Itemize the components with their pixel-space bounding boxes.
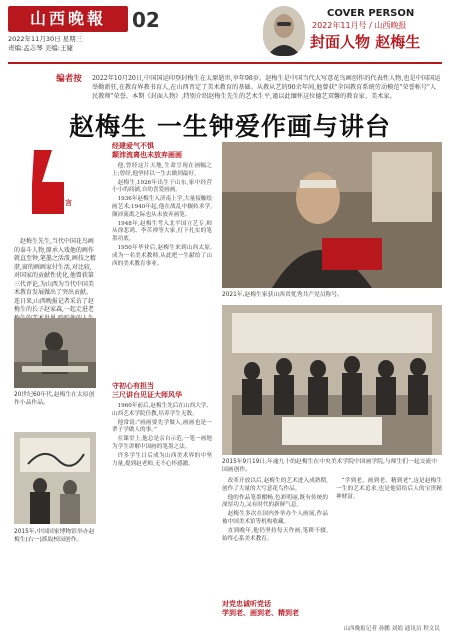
cover-person-label: COVER PERSON: [327, 8, 415, 19]
paragraph: 他的作品笔墨酣畅,色彩明丽,既有传统的深厚功力,又有时代的新鲜气息。: [222, 494, 328, 509]
issue-label: 2022年11月号 / 山西晚报: [312, 21, 407, 30]
photo-2015-museum: [14, 432, 96, 524]
masthead-logo: 山西晚報: [8, 6, 128, 32]
paragraph: 1950年毕业后,赵梅生来到山西太原,成为一名美术教师,从此把一生献给了山西的美术教育事业。: [112, 244, 212, 267]
section-2-heading: [112, 382, 212, 400]
section-2-body: [112, 403, 212, 468]
page-number: 02: [132, 8, 160, 32]
section-2-heading-line-1: 守初心有担当: [112, 382, 154, 390]
paragraph: 赵梅生多次在国内外举办个人画展,作品被中国美术馆等机构收藏。: [222, 511, 328, 525]
paragraph: 在课堂上,他总是亲自示范,一笔一画地为学生讲解中国画的笔墨之法。: [112, 436, 212, 450]
dateline: [8, 35, 82, 53]
photo-caption-2015-museum: 2015年,中国国家博物馆举办赵梅生(右一)抓取校园创作。: [14, 529, 95, 543]
portrait-photo: [263, 6, 305, 56]
headline: 赵梅生 一生钟爱作画与讲台: [69, 112, 391, 141]
section-1-heading-line-2: 颠沛流离也未放弃画画: [112, 151, 182, 159]
paragraph: 赵梅生,1926年出生于山东,家中经营小小的商铺,自幼喜爱画画。: [112, 179, 212, 194]
photo-2021-award: [222, 142, 442, 288]
dateline-editors: 责编:孟志琴 美编:王婕: [8, 44, 73, 52]
paragraph: “学到老、画到老、精到老”,这是赵梅生一生的艺术追求,也是他留给后人的宝贵精神财富。: [336, 478, 442, 500]
column-title: 封面人物 赵梅生: [310, 33, 421, 51]
intro-text: 赵梅生先生,当代中国花鸟画的泰斗人物,原承入戏他的画作就直至钟,笔墨之活泼,画技之精湛,窗的画画家付生活,对比较,对国家的贡献性优化,他曾获第三代评论,为山西为当代中国美术教育发展做出了突出贡献。连日来,山西晚报记者采访了赵梅生的长子赵家森,一起走进老: [14, 238, 96, 313]
paragraph: 1936年赵梅生入济南上学,大量接触绘画艺术;1940年起,他在战乱中辗转求学,颠沛流离之际也从未放弃画笔。: [112, 196, 212, 218]
paragraph: 1948年,赵梅生考入北平国立艺专,师从徐悲鸿、李苦禅等大家,打下扎实的笔墨功底。: [112, 220, 212, 243]
section-1-heading-line-1: 经建爱气不惧: [112, 142, 154, 150]
paragraph: 许多学生日后成为山西美术界的中坚力量,提到赵老师,无不心怀感激。: [112, 452, 212, 467]
paragraph: 他,曾经这片天地,生命呈现在画幅之上;曾经,他坚持以一生去做到最好。: [112, 163, 212, 177]
section-4-body-column: [336, 478, 442, 502]
section-4-body: [336, 478, 442, 501]
section-1: [112, 142, 212, 269]
section-1-body: [112, 163, 212, 268]
top-rule: [8, 62, 442, 64]
editor-note: 2022年10月20日,中国国运印登封梅生在太原逝世,享年98岁。赵梅生是中国当代大写意花鸟画创作的代表性人物,也是中国国运举勤新狂,在教育界教书育人,在山西晋定了美术教育的基础。从教从艺的90余年间,他曾获"全国教育系统劳动模范"荣誉称号"人民教师"荣誉。本期《封面人物》,特别介绍赵梅生先生的艺术生平,谨以此缅怀这位德艺双馨的教育家、美术家。: [92, 75, 441, 100]
section-4: [222, 600, 328, 618]
editor-note-tag: 编者按: [56, 74, 82, 84]
paragraph: 改革开放以后,赵梅生的艺术进入成熟期,创作了大量的大写意花鸟作品。: [222, 478, 328, 492]
section-4-heading-line-1: 对党忠诚听党话: [222, 600, 271, 608]
section-3: [222, 478, 328, 544]
byline: 山西晚报记者 孙鹏 刘娟 通讯员 程文民: [343, 626, 440, 632]
paragraph: 1960年前后,赵梅生先后在山西大学、山西艺术学院任教,培养学生无数。: [112, 403, 212, 417]
photo-1960s-painting: [14, 318, 96, 388]
section-2: [112, 382, 212, 469]
photo-caption-2015-academy: 2015年9月19日,年逾九十的赵梅生在中央美术学院中国画学院,与师生们一起交流中国画创作。: [222, 459, 438, 473]
paragraph: 他常说:“画画要先学做人,画画也是一辈子学做人的事。”: [112, 419, 212, 434]
section-2-heading-line-2: 三尺讲台见证大师风华: [112, 391, 182, 399]
photo-caption-1960s: 20世纪60年代,赵梅生在太原创作小品作品。: [14, 392, 95, 406]
section-4-heading-line-2: 学到老、画到老、精到老: [222, 609, 299, 617]
paragraph: 直到晚年,他仍坚持每天作画,笔耕不辍,始终心系美术教育。: [222, 527, 328, 542]
section-1-heading: [112, 142, 212, 160]
section-4-heading: [222, 600, 328, 618]
section-3-body: [222, 478, 328, 543]
intro-label: 引言: [58, 199, 72, 207]
photo-2015-academy: [222, 305, 442, 455]
photo-caption-2021: 2021年,赵梅生家获山西省优秀共产党员称号。: [222, 292, 343, 298]
dateline-date: 2022年11月30日 星期三: [8, 35, 83, 43]
